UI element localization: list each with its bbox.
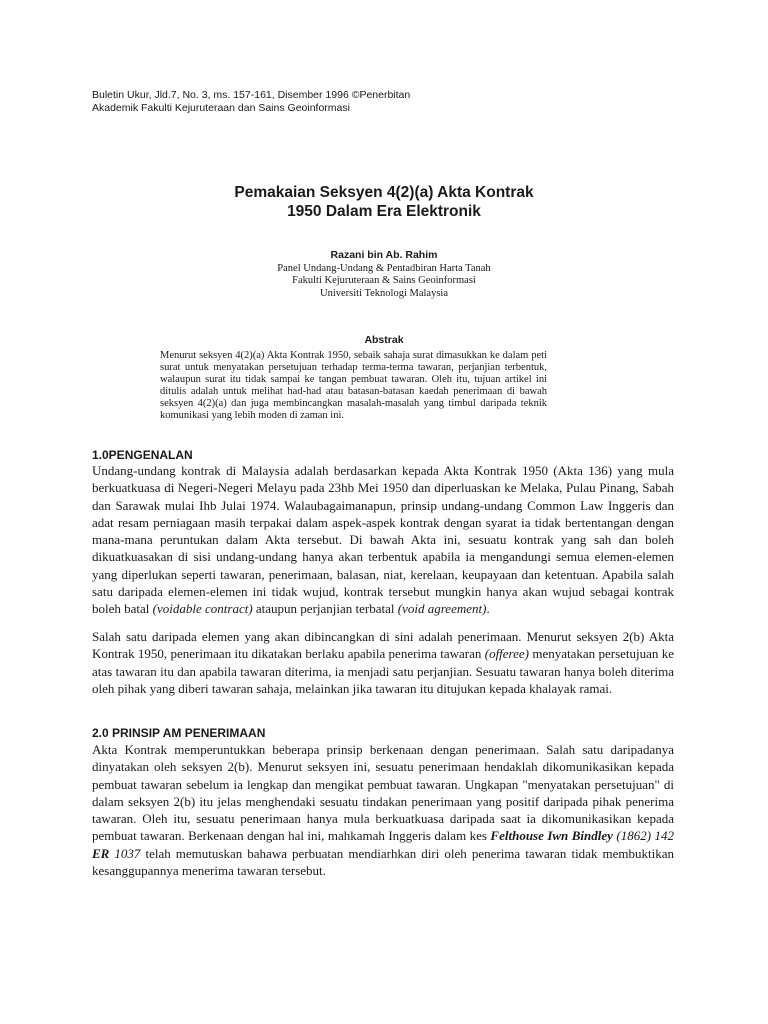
intro-p2-end: menyatakan persetujuan ke atas tawaran itu dan apabila tawaran diterima, ia menjadi satu perjanjian. Sesuatu tawaran hanya boleh diterima oleh pihak yang diberi tawaran sahaja, melainkan jika tawaran itu ditujukan kepada khalayak ramai. <box>92 646 674 696</box>
abstract-heading: Abstrak <box>364 334 404 346</box>
general-principles-paragraph <box>92 741 674 879</box>
term-voidable-contract: (voidable contract) <box>152 601 253 617</box>
author-affiliation-3: Universiti Teknologi Malaysia <box>320 287 448 299</box>
paper-title <box>160 183 608 221</box>
case-page: 1037 <box>109 845 141 861</box>
citation <box>92 89 452 115</box>
citation-line-1: Buletin Ukur, Jld.7, No. 3, ms. 157-161, Disember 1996 ©Penerbitan <box>92 89 411 101</box>
section-heading-introduction: 1.0PENGENALAN <box>92 448 193 462</box>
abstract-text: Menurut seksyen 4(2)(a) Akta Kontrak 1950, sebaik sahaja surat dimasukkan ke dalam peti surat untuk menyatakan persetujuan terhadap terma-terma tawaran, perjanjian terbentuk, walaupun surat itu tidak sampai ke tangan pembuat tawaran. Oleh itu, tujuan artikel ini ditulis adalah untuk melihat had-had atau batasan-batasan kaedah penerimaan di bawah seksyen 4(2)(a) dan juga membincangkan masalah-masalah yang timbul daripada teknik komunikasi yang lebih moden di zaman ini. <box>160 350 547 421</box>
section-heading-general-principles: 2.0 PRINSIP AM PENERIMAAN <box>92 726 266 740</box>
citation-line-2: Akademik Fakulti Kejuruteraan dan Sains Geoinformasi <box>92 102 350 114</box>
author-affiliation-2: Fakulti Kejuruteraan & Sains Geoinformasi <box>292 275 476 286</box>
author-block <box>160 249 608 300</box>
principles-p1-text: Akta Kontrak memperuntukkan beberapa prinsip berkenaan dengan penerimaan. Salah satu daripadanya dinyatakan oleh seksyen 2(b). Menurut seksyen ini, sesuatu penerimaan hendaklah dikomunikasikan kepada pembuat tawaran sebelum ia lengkap dan mengikat pembuat tawaran. Ungkapan "menyatakan persetujuan" di dalam seksyen 2(b) itu jelas menghendaki sesuatu tindakan penerimaan yang positif daripada pihak penerima tawaran. Oleh itu, sesuatu penerimaan hanya mula berkuatkuasa daripada saat ia dikomunikasikan kepada pembuat tawaran. Berkenaan dengan hal ini, mahkamah Inggeris dalam kes <box>92 742 674 844</box>
introduction-paragraph-1 <box>92 462 674 618</box>
author-name: Razani bin Ab. Rahim <box>330 249 438 261</box>
intro-p1-text: Undang-undang kontrak di Malaysia adalah berdasarkan kepada Akta Kontrak 1950 (Akta 136) yang mula berkuatkuasa di Negeri-Negeri Melayu pada 23hb Mei 1950 dan diperluaskan ke Melaka, Pulau Pinang, Sabah dan Sarawak mulai Ihb Julai 1974. Walaubagaimanapun, prinsip undang-undang Common Law Inggeris dan adat resam perniagaan masih terpakai dalam aspek-aspek kontrak dengan syarat ia tidak bertentangan dengan mana-mana peruntukan dalam Akta tersebut. Di bawah Akta ini, sesuatu kontrak yang sah dan boleh dikuatkuasakan di sisi undang-undang hanya akan terbentuk apabila ia mengandungi semua elemen-elemen yang diperlukan seperti tawaran, penerimaan, balasan, niat, kerelaan, keupayaan dan ketentuan. Apabila salah satu daripada elemen-elemen ini tidak wujud, kontrak tersebut mungkin hanya akan wujud sebagai kontrak boleh batal <box>92 463 674 617</box>
term-void-agreement: (void agreement) <box>397 601 487 617</box>
intro-p2-text: Salah satu daripada elemen yang akan dibincangkan di sini adalah penerimaan. Menurut seksyen 2(b) Akta Kontrak 1950, penerimaan itu dikatakan berlaku apabila penerima tawaran <box>92 629 674 662</box>
title-line-1: Pemakaian Seksyen 4(2)(a) Akta Kontrak <box>234 184 534 201</box>
principles-p1-end: telah memutuskan bahawa perbuatan mendiarhkan diri oleh penerima tawaran tidak membuktikan kesanggupannya menerima tawaran tersebut. <box>92 845 674 879</box>
intro-p1-end: . <box>486 601 490 617</box>
case-name: Felthouse Iwn Bindley <box>490 828 613 844</box>
introduction-paragraph-2 <box>92 628 674 697</box>
case-report: ER <box>92 845 110 861</box>
intro-p1-mid: ataupun perjanjian terbatal <box>252 601 398 617</box>
title-line-2: 1950 Dalam Era Elektronik <box>287 203 481 220</box>
author-affiliation-1: Panel Undang-Undang & Pentadbiran Harta Tanah <box>277 262 491 274</box>
case-year: (1862) 142 <box>612 828 674 844</box>
term-offeree: (offeree) <box>484 646 530 662</box>
